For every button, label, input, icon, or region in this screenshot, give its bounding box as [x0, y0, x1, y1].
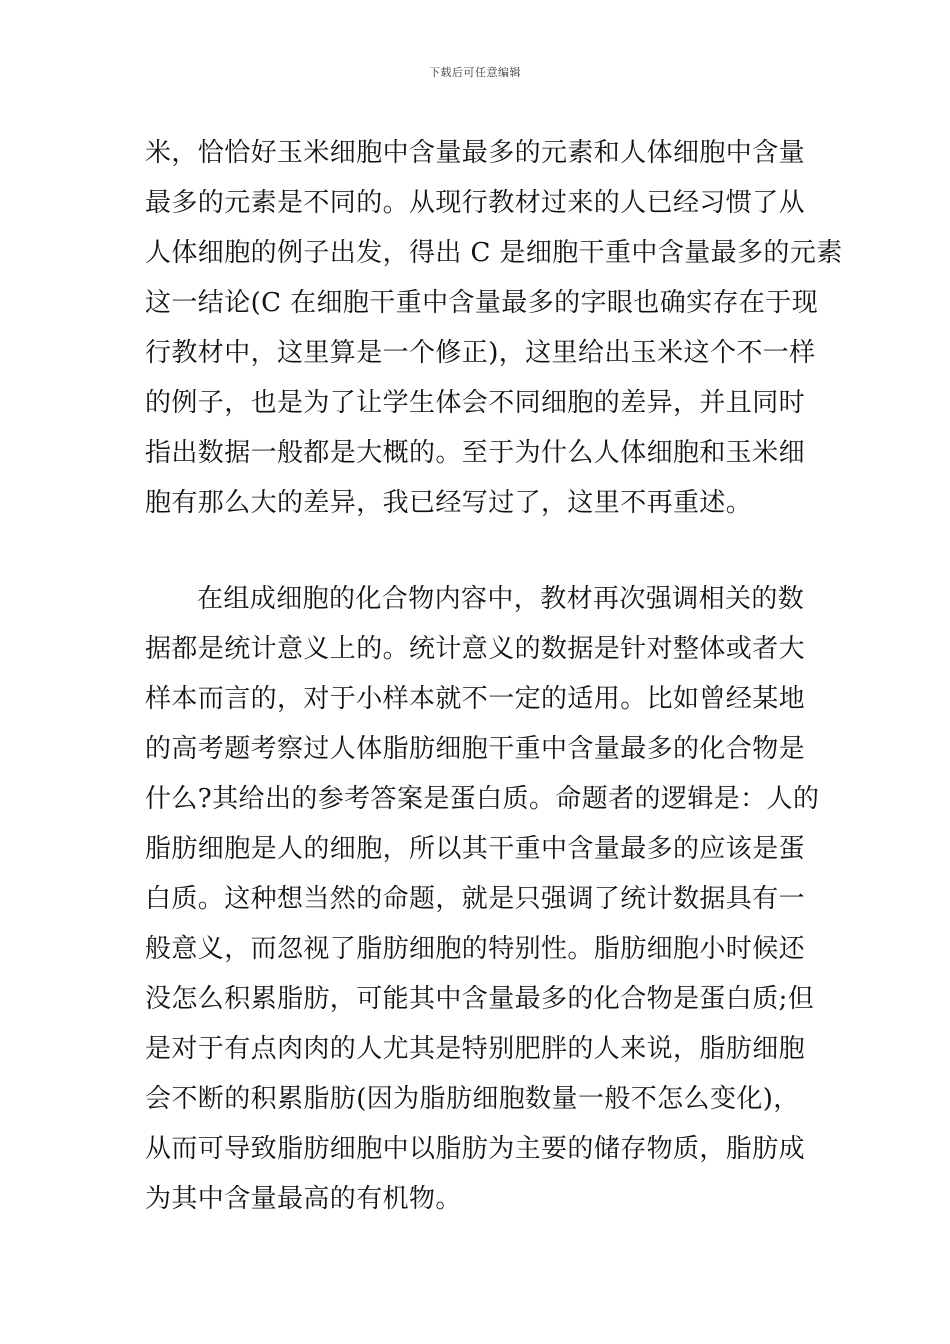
text-line: 米，恰恰好玉米细胞中含量最多的元素和人体细胞中含量: [145, 138, 806, 168]
text-line: 指出数据一般都是大概的。至于为什么人体细胞和玉米细: [145, 438, 806, 468]
text-line: 没怎么积累脂肪，可能其中含量最多的化合物是蛋白质;但: [145, 984, 815, 1014]
text-line: 胞有那么大的差异，我已经写过了，这里不再重述。: [145, 488, 753, 518]
text-line: 脂肪细胞是人的细胞，所以其干重中含量最多的应该是蛋: [145, 834, 806, 864]
text-line: 人体细胞的例子出发，得出 C 是细胞干重中含量最多的元素: [145, 238, 843, 268]
text-line: 般意义，而忽视了脂肪细胞的特别性。脂肪细胞小时候还: [145, 934, 806, 964]
text-line: 行教材中，这里算是一个修正)，这里给出玉米这个不一样: [145, 338, 816, 368]
text-line-first: 在组成细胞的化合物内容中，教材再次强调相关的数: [197, 584, 805, 614]
paragraph-2: [145, 574, 820, 1224]
text-line: 的例子，也是为了让学生体会不同细胞的差异，并且同时: [145, 388, 806, 418]
text-line: 这一结论(C 在细胞干重中含量最多的字眼也确实存在于现: [145, 288, 819, 318]
text-line: 的高考题考察过人体脂肪细胞干重中含量最多的化合物是: [145, 734, 806, 764]
text-line: 为其中含量最高的有机物。: [145, 1184, 462, 1214]
paragraph-1: [145, 128, 843, 528]
text-line: 什么?其给出的参考答案是蛋白质。命题者的逻辑是：人的: [145, 784, 820, 814]
text-line: 会不断的积累脂肪(因为脂肪细胞数量一般不怎么变化)，: [145, 1084, 800, 1114]
text-line: 从而可导致脂肪细胞中以脂肪为主要的储存物质，脂肪成: [145, 1134, 806, 1164]
text-line: 是对于有点肉肉的人尤其是特别肥胖的人来说，脂肪细胞: [145, 1034, 806, 1064]
text-line: 白质。这种想当然的命题，就是只强调了统计数据具有一: [145, 884, 806, 914]
text-line: 据都是统计意义上的。统计意义的数据是针对整体或者大: [145, 634, 806, 664]
page-header: 下载后可任意编辑: [429, 66, 521, 79]
text-line: 样本而言的，对于小样本就不一定的适用。比如曾经某地: [145, 684, 806, 714]
text-line: 最多的元素是不同的。从现行教材过来的人已经习惯了从: [145, 188, 806, 218]
